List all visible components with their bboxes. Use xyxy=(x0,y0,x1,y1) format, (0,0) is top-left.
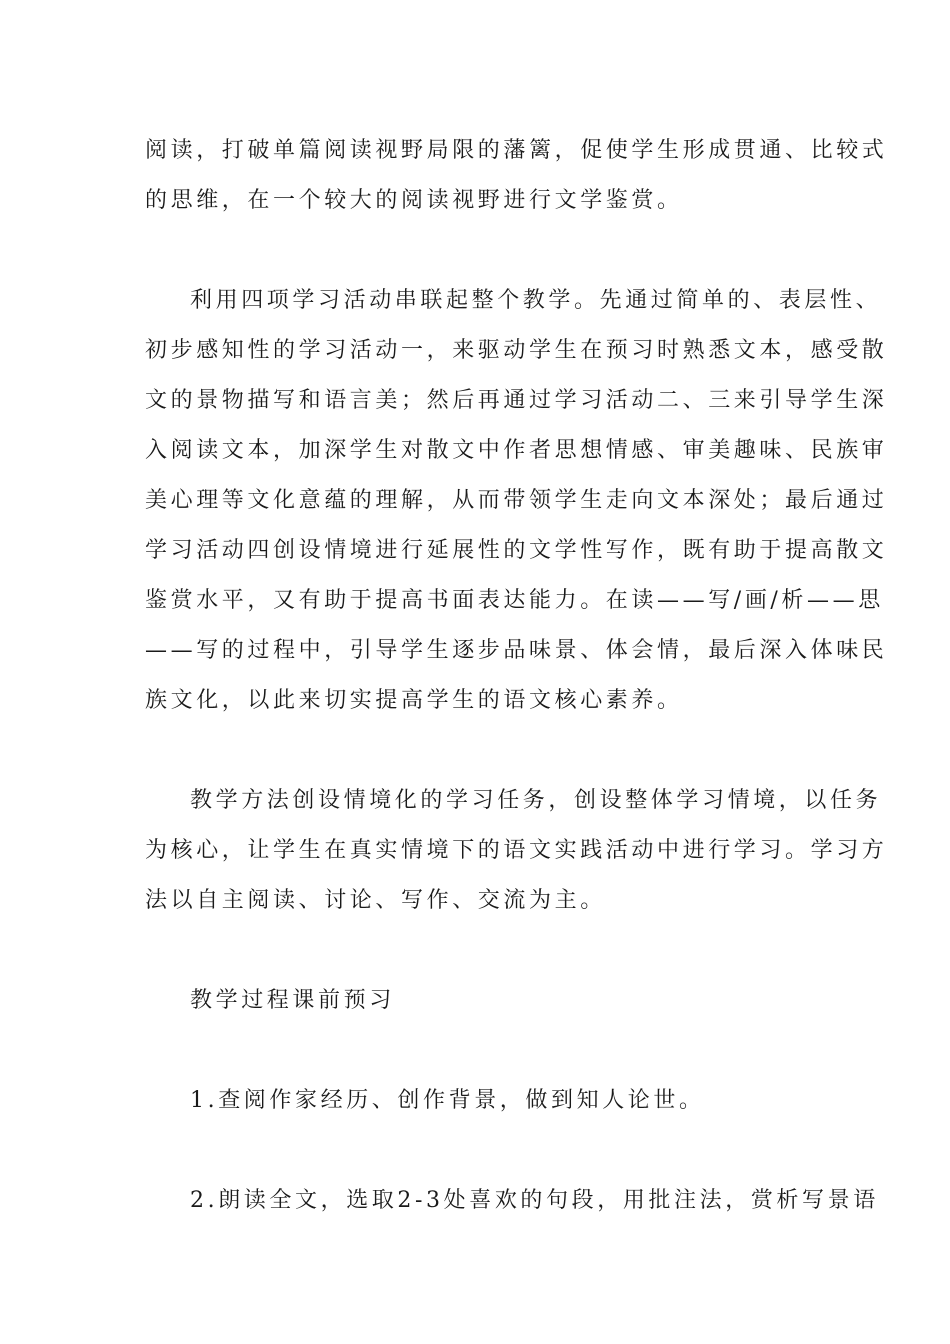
paragraph-3-line-3: 法以自主阅读、讨论、写作、交流为主。 xyxy=(145,888,606,913)
paragraph-3-line-1: 教学方法创设情境化的学习任务，创设整体学习情境，以任务 xyxy=(190,788,882,813)
section-heading: 教学过程课前预习 xyxy=(190,988,395,1013)
paragraph-2-line-1: 利用四项学习活动串联起整个教学。先通过简单的、表层性、 xyxy=(190,288,882,313)
paragraph-2-line-6: 学习活动四创设情境进行延展性的文学性写作，既有助于提高散文 xyxy=(145,538,888,563)
list-item-2: 2.朗读全文，选取2-3处喜欢的句段，用批注法，赏析写景语 xyxy=(190,1188,879,1213)
paragraph-2-line-2: 初步感知性的学习活动一，来驱动学生在预习时熟悉文本，感受散 xyxy=(145,338,888,363)
list-item-1: 1.查阅作家经历、创作背景，做到知人论世。 xyxy=(190,1088,705,1113)
paragraph-2-line-5: 美心理等文化意蕴的理解，从而带领学生走向文本深处；最后通过 xyxy=(145,488,888,513)
paragraph-1-line-2: 的思维，在一个较大的阅读视野进行文学鉴赏。 xyxy=(145,188,683,213)
paragraph-2-line-8: ——写的过程中，引导学生逐步品味景、体会情，最后深入体味民 xyxy=(145,638,888,663)
paragraph-1-line-1: 阅读，打破单篇阅读视野局限的藩篱，促使学生形成贯通、比较式 xyxy=(145,138,888,163)
paragraph-3-line-2: 为核心，让学生在真实情境下的语文实践活动中进行学习。学习方 xyxy=(145,838,888,863)
paragraph-2-line-7: 鉴赏水平，又有助于提高书面表达能力。在读——写/画/析——思 xyxy=(145,588,884,613)
paragraph-2-line-4: 入阅读文本，加深学生对散文中作者思想情感、审美趣味、民族审 xyxy=(145,438,888,463)
paragraph-2-line-3: 文的景物描写和语言美；然后再通过学习活动二、三来引导学生深 xyxy=(145,388,888,413)
paragraph-2-line-9: 族文化，以此来切实提高学生的语文核心素养。 xyxy=(145,688,683,713)
